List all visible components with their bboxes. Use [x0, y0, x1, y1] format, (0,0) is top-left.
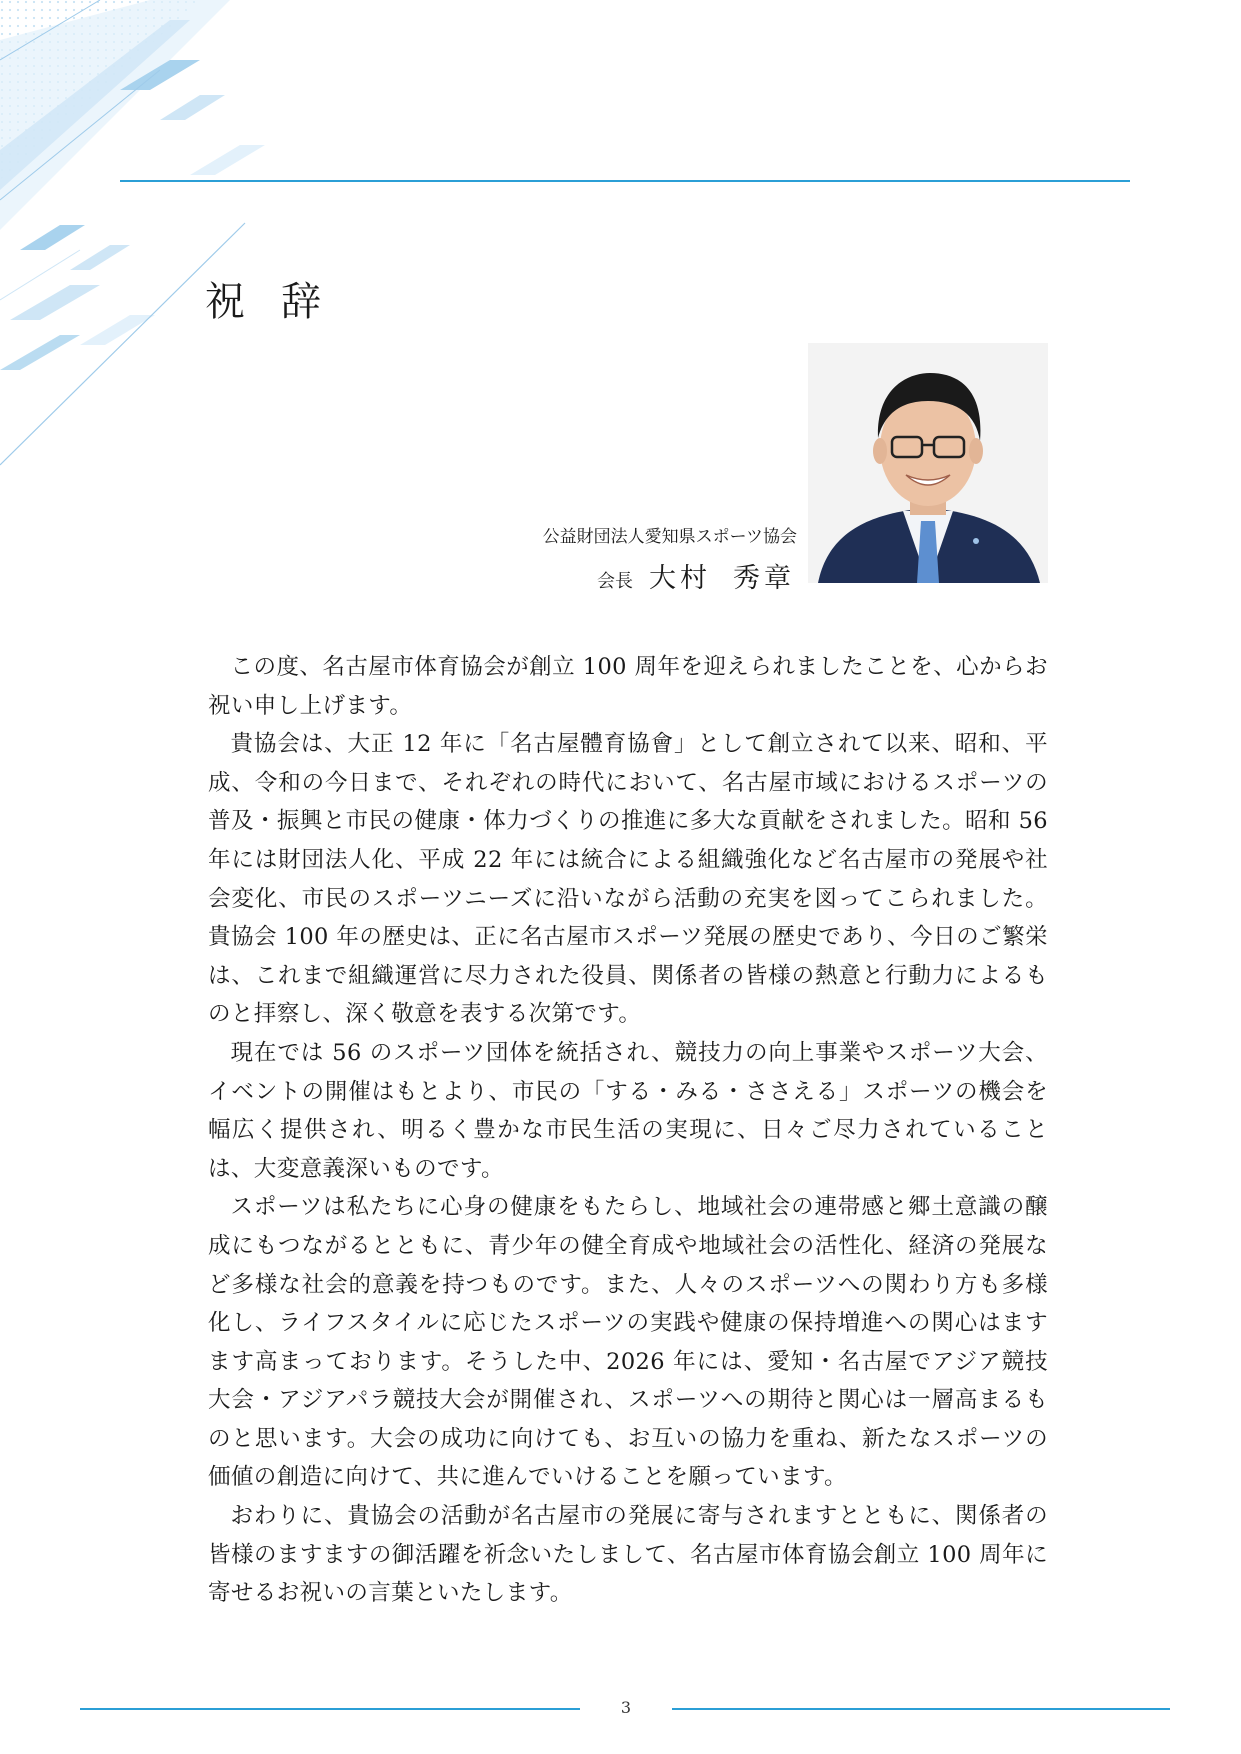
title-char-2: 辞	[281, 279, 321, 325]
signer-name	[649, 563, 795, 594]
paragraph: おわりに、貴協会の活動が名古屋市の発展に寄与されますとともに、関係者の皆様のますますの御活躍を祈念いたしまして、名古屋市体育協会創立 100 周年に寄せるお祝いの言葉といたします。	[208, 1503, 1048, 1607]
paragraph: この度、名古屋市体育協会が創立 100 周年を迎えられましたことを、心からお祝い申し上げます。	[208, 654, 1048, 719]
page-title	[205, 270, 321, 327]
signer-organization: 公益財団法人愛知県スポーツ協会	[542, 527, 797, 547]
title-char-1: 祝	[205, 279, 245, 325]
signer-family-name: 大村	[649, 563, 711, 594]
footer-rule-right	[672, 1708, 1170, 1710]
portrait-illustration	[808, 343, 1048, 583]
footer-rule-left	[80, 1708, 580, 1710]
paragraph: 貴協会は、大正 12 年に「名古屋體育協會」として創立されて以来、昭和、平成、令和の今日まで、それぞれの時代において、名古屋市域におけるスポーツの普及・振興と市民の健康・体力づくりの推進に多大な貢献をされました。昭和 56 年には財団法人化、平成 22 年には統合による組織強化など名古屋市の発展や社会変化、市民のスポーツニーズに沿いながら活動の充実を図ってこられました。貴協会 100 年の歴史は、正に名古屋市スポーツ発展の歴史であり、今日のご繁栄は、これまで組織運営に尽力された役員、関係者の皆様の熱意と行動力によるものと拝察し、深く敬意を表する次第です。	[208, 731, 1048, 1028]
signer-given-name: 秀章	[733, 563, 795, 594]
signer-line	[597, 556, 795, 595]
signer-role: 会長	[597, 571, 633, 592]
message-body	[208, 648, 1048, 1613]
header-rule	[120, 180, 1130, 182]
paragraph: スポーツは私たちに心身の健康をもたらし、地域社会の連帯感と郷土意識の醸成にもつながるとともに、青少年の健全育成や地域社会の活性化、経済の発展など多様な社会的意義を持つものです。また、人々のスポーツへの関わり方も多様化し、ライフスタイルに応じたスポーツの実践や健康の保持増進への関心はますます高まっております。そうした中、2026 年には、愛知・名古屋でアジア競技大会・アジアパラ競技大会が開催され、スポーツへの期待と関心は一層高まるものと思います。大会の成功に向けても、お互いの協力を重ね、新たなスポーツの価値の創造に向けて、共に進んでいけることを願っています。	[208, 1194, 1048, 1491]
corner-decoration	[0, 0, 340, 480]
page-number: 3	[620, 1698, 632, 1717]
paragraph: 現在では 56 のスポーツ団体を統括され、競技力の向上事業やスポーツ大会、イベントの開催はもとより、市民の「する・みる・ささえる」スポーツの機会を幅広く提供され、明るく豊かな市民生活の実現に、日々ご尽力されていることは、大変意義深いものです。	[208, 1039, 1048, 1182]
portrait-photo	[808, 343, 1048, 583]
